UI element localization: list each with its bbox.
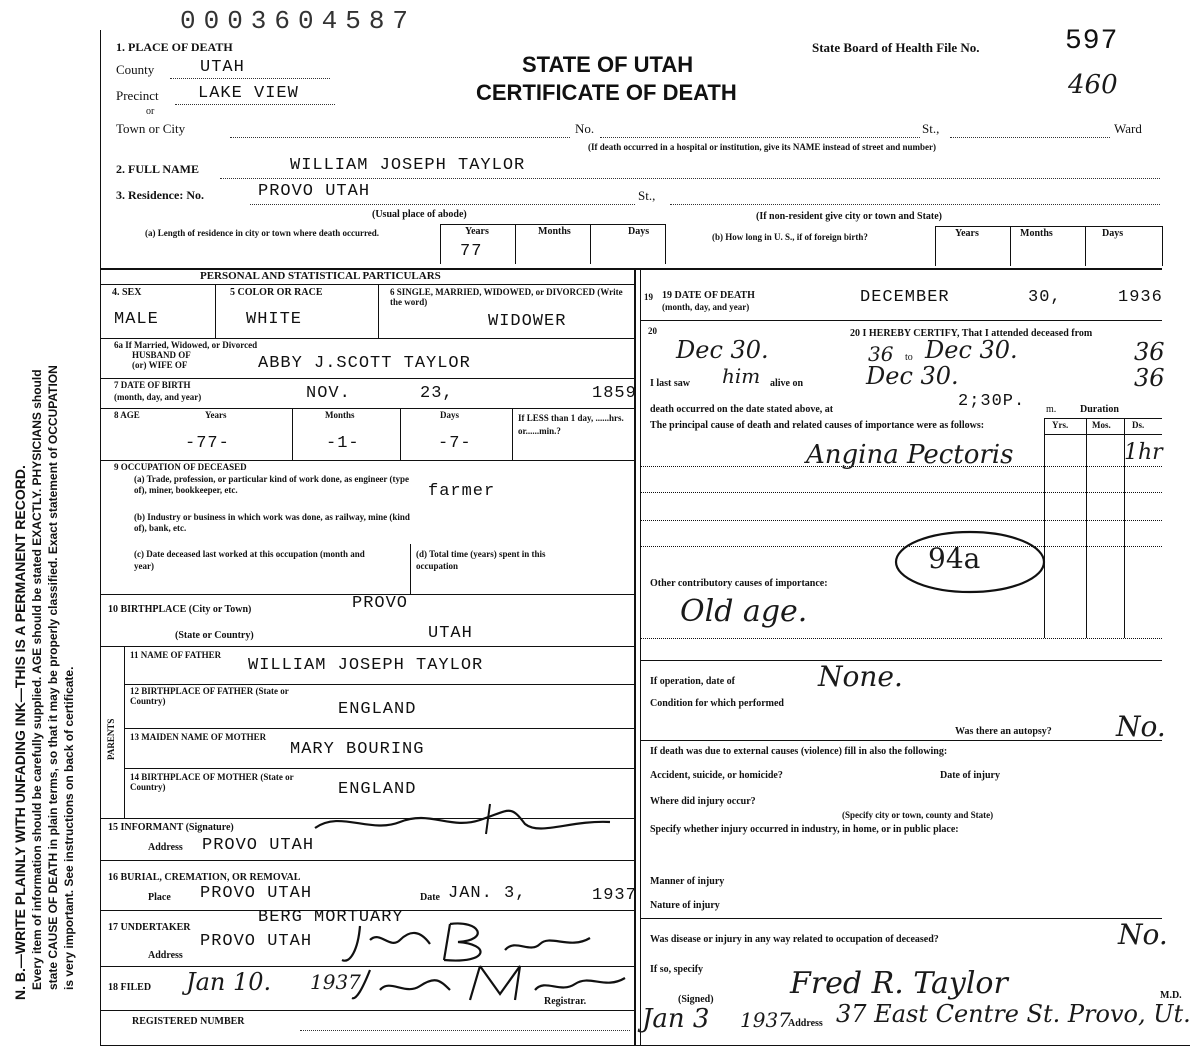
no-label: No.	[575, 121, 595, 136]
dob-year: 1859	[592, 384, 637, 403]
undertaker-address-label: Address	[148, 950, 183, 961]
dob-label: 7 DATE OF BIRTH	[114, 380, 191, 390]
age-years-value: -77-	[185, 434, 230, 453]
physician-signature: Fred R. Taylor	[790, 966, 1008, 1001]
side-note-1: N. B.—WRITE PLAINLY WITH UNFADING INK—THIS IS A PERMANENT RECORD.	[12, 465, 28, 1000]
precinct-label: Precinct	[116, 88, 159, 103]
signed-label: (Signed)	[678, 994, 714, 1005]
attend-to-label: to	[905, 352, 913, 363]
filed-label: 18 FILED	[108, 982, 152, 993]
burial-place-label: Place	[148, 892, 171, 903]
informant-address: PROVO UTAH	[202, 836, 315, 855]
registrar-signature	[350, 960, 630, 1004]
dob-month: NOV.	[306, 384, 351, 403]
residence-value: PROVO UTAH	[258, 182, 371, 201]
sign-year: 1937	[740, 1008, 791, 1032]
burial-year: 1937	[592, 886, 637, 905]
last-saw-label: I last saw	[650, 378, 691, 389]
contributory-value: Old age.	[680, 594, 808, 629]
attend-from: Dec 30.	[676, 336, 769, 364]
county-value: UTAH	[200, 58, 245, 77]
operation-label: If operation, date of	[650, 676, 735, 687]
md-label: M.D.	[1160, 990, 1182, 1001]
age-months-label: Months	[325, 410, 355, 420]
nonresident-label: (If non-resident give city or town and State)	[756, 211, 943, 222]
side-note-4: is very important. See instructions on back of certificate.	[62, 666, 76, 990]
us-days-label: Days	[1102, 228, 1124, 239]
place-of-death-label: 1. PLACE OF DEATH	[116, 40, 233, 54]
mother-value: MARY BOURING	[290, 740, 425, 759]
mother-label: 13 MAIDEN NAME OF MOTHER	[130, 732, 267, 742]
undertaker-address: PROVO UTAH	[200, 932, 313, 951]
st-label: St.,	[922, 121, 940, 136]
occ-a-label: (a) Trade, profession, or particular kind of work done, as engineer (type of), miner, bookkeeper, etc.	[134, 474, 410, 495]
mother-bp-value: ENGLAND	[338, 780, 417, 799]
informant-address-label: Address	[148, 842, 183, 853]
dur-yrs-label: Yrs.	[1052, 420, 1069, 430]
dur-mos-label: Mos.	[1092, 420, 1111, 430]
injury-date-label: Date of injury	[940, 770, 1000, 781]
cause-value: Angina Pectoris	[806, 440, 1014, 470]
cause-duration: 1hr	[1124, 440, 1163, 465]
spouse-label-3: (or) WIFE OF	[132, 360, 188, 370]
county-label: County	[116, 62, 155, 77]
burial-date: JAN. 3,	[448, 884, 527, 903]
res-years-value: 77	[460, 242, 483, 261]
hospital-note: (If death occurred in a hospital or institution, give its NAME instead of street and number)	[588, 142, 937, 152]
physician-address: 37 East Centre St. Provo, Ut.	[836, 1000, 1191, 1028]
external-label: If death was due to external causes (violence) fill in also the following:	[650, 746, 948, 757]
handwritten-number: 460	[1068, 70, 1118, 100]
dob-sub: (month, day, and year)	[114, 392, 202, 402]
res-days-label: Days	[628, 226, 650, 237]
res-years-label: Years	[465, 226, 489, 237]
undertaker-name: BERG MORTUARY	[258, 908, 404, 927]
informant-label: 15 INFORMANT (Signature)	[108, 822, 234, 833]
mother-bp-label: 14 BIRTHPLACE OF MOTHER (State or Country)	[130, 772, 294, 792]
age-days-label: Days	[440, 410, 460, 420]
ward-label: Ward	[1114, 121, 1142, 136]
age-label: 8 AGE	[114, 410, 140, 420]
marital-value: WIDOWER	[488, 312, 567, 331]
undertaker-label: 17 UNDERTAKER	[108, 922, 191, 933]
file-number: 597	[1065, 26, 1119, 57]
spouse-label-1: 6a If Married, Widowed, or Divorced	[114, 340, 258, 350]
father-bp-value: ENGLAND	[338, 700, 417, 719]
occ-c-label: (c) Date deceased last worked at this occupation (month and year)	[134, 549, 365, 571]
town-label: Town or City	[116, 121, 186, 136]
age-days-value: -7-	[438, 434, 472, 453]
occ-related-label: Was disease or injury in any way related to occupation of deceased?	[650, 934, 939, 945]
informant-signature	[310, 800, 620, 840]
or-label: or	[146, 106, 155, 117]
filed-year: 1937	[310, 970, 361, 994]
residence-st-label: St.,	[638, 188, 656, 203]
less-label: If LESS than 1 day, ......hrs. or......min.?	[518, 413, 624, 436]
m-label: m.	[1046, 404, 1057, 415]
nature-label: Nature of injury	[650, 900, 720, 911]
marital-label: 6 SINGLE, MARRIED, WIDOWED, or DIVORCED (Write the word)	[390, 287, 623, 307]
last-saw-year: 36	[1134, 364, 1165, 392]
color-value: WHITE	[246, 310, 303, 329]
occupation-label: 9 OCCUPATION OF DECEASED	[114, 462, 247, 472]
full-name-value: WILLIAM JOSEPH TAYLOR	[290, 156, 526, 175]
age-months-value: -1-	[326, 434, 360, 453]
birthplace-city: PROVO	[352, 594, 409, 613]
occ-related-value: No.	[1118, 918, 1168, 951]
burial-label: 16 BURIAL, CREMATION, OR REMOVAL	[108, 872, 301, 883]
sex-label: 4. SEX	[112, 287, 142, 298]
autopsy-value: No.	[1116, 710, 1166, 743]
death-date-num: 19	[644, 292, 653, 302]
occupation-value: farmer	[428, 482, 496, 501]
registered-label: REGISTERED NUMBER	[132, 1016, 245, 1027]
father-label: 11 NAME OF FATHER	[130, 650, 222, 660]
age-years-label: Years	[205, 410, 227, 420]
physician-address-label: Address	[788, 1018, 823, 1029]
cause-label: The principal cause of death and related causes of importance were as follows:	[650, 420, 985, 431]
father-bp-label: 12 BIRTHPLACE OF FATHER (State or Country)	[130, 686, 289, 706]
spouse-value: ABBY J.SCOTT TAYLOR	[258, 354, 471, 373]
last-saw-pronoun: him	[722, 364, 761, 388]
spouse-label-2: HUSBAND OF	[132, 350, 191, 360]
alive-on-label: alive on	[770, 378, 804, 389]
title-certificate: CERTIFICATE OF DEATH	[476, 80, 737, 105]
usual-label: (Usual place of abode)	[372, 209, 467, 220]
father-value: WILLIAM JOSEPH TAYLOR	[248, 656, 484, 675]
us-years-label: Years	[955, 228, 979, 239]
length-label: (a) Length of residence in city or town where death occurred.	[145, 228, 380, 238]
parents-side-label: PARENTS	[106, 718, 116, 760]
color-label: 5 COLOR OR RACE	[230, 287, 323, 298]
us-months-label: Months	[1020, 228, 1053, 239]
attend-from-year: 36	[868, 342, 894, 366]
operation-value: None.	[818, 660, 903, 693]
cause-code: 94a	[928, 542, 981, 575]
certify-num: 20	[648, 326, 657, 336]
title-state: STATE OF UTAH	[522, 52, 694, 77]
if-so-label: If so, specify	[650, 964, 704, 975]
death-month: DECEMBER	[860, 288, 950, 307]
death-date-label: 19 DATE OF DEATH	[662, 290, 755, 301]
dob-day: 23,	[420, 384, 454, 403]
industry-label: Specify whether injury occurred in industry, in home, or in public place:	[650, 824, 959, 835]
dur-ds-label: Ds.	[1132, 420, 1145, 430]
side-note-3: state CAUSE OF DEATH in plain terms, so that it may be properly classified. Exact statement of OCCUPATION	[46, 365, 60, 990]
certify-label: 20 I HEREBY CERTIFY, That I attended deceased from	[850, 328, 1093, 339]
manner-label: Manner of injury	[650, 876, 725, 887]
birthplace-state-label: (State or Country)	[175, 630, 254, 641]
specify-label: (Specify city or town, county and State)	[842, 810, 994, 820]
duration-label: Duration	[1080, 404, 1119, 415]
sign-date: Jan 3	[642, 1004, 710, 1034]
death-date-sub: (month, day, and year)	[662, 302, 750, 312]
death-day: 30,	[1028, 288, 1062, 307]
attend-to: Dec 30.	[925, 336, 1018, 364]
accident-label: Accident, suicide, or homicide?	[650, 770, 783, 781]
condition-label: Condition for which performed	[650, 698, 784, 709]
burial-date-label: Date	[420, 892, 440, 903]
personal-header: PERSONAL AND STATISTICAL PARTICULARS	[200, 270, 441, 282]
attend-to-year: 36	[1134, 338, 1165, 366]
occ-d-label: (d) Total time (years) spent in this occupation	[416, 549, 546, 571]
autopsy-label: Was there an autopsy?	[955, 726, 1052, 737]
us-label: (b) How long in U. S., if of foreign birth?	[712, 232, 868, 242]
sex-value: MALE	[114, 310, 159, 329]
where-label: Where did injury occur?	[650, 796, 756, 807]
file-label: State Board of Health File No.	[812, 40, 980, 55]
birthplace-label: 10 BIRTHPLACE (City or Town)	[108, 604, 252, 615]
death-time: 2;30P.	[958, 392, 1026, 411]
side-note-2: Every item of information should be carefully supplied. AGE should be stated EXACTLY. PHYSICIANS should	[30, 369, 44, 990]
occurred-label: death occurred on the date stated above, at	[650, 404, 834, 415]
birthplace-state: UTAH	[428, 624, 473, 643]
contributory-label: Other contributory causes of importance:	[650, 578, 828, 589]
death-year: 1936	[1118, 288, 1163, 307]
burial-place: PROVO UTAH	[200, 884, 313, 903]
serial-number: 0003604587	[180, 6, 417, 36]
filed-date: Jan 10.	[186, 968, 272, 996]
registrar-label: Registrar.	[544, 996, 587, 1007]
last-saw-date: Dec 30.	[866, 362, 959, 390]
residence-label: 3. Residence: No.	[116, 188, 204, 202]
occ-b-label: (b) Industry or business in which work was done, as railway, mine (kind of), bank, etc.	[134, 512, 410, 533]
full-name-label: 2. FULL NAME	[116, 162, 200, 176]
res-months-label: Months	[538, 226, 571, 237]
precinct-value: LAKE VIEW	[198, 84, 299, 103]
